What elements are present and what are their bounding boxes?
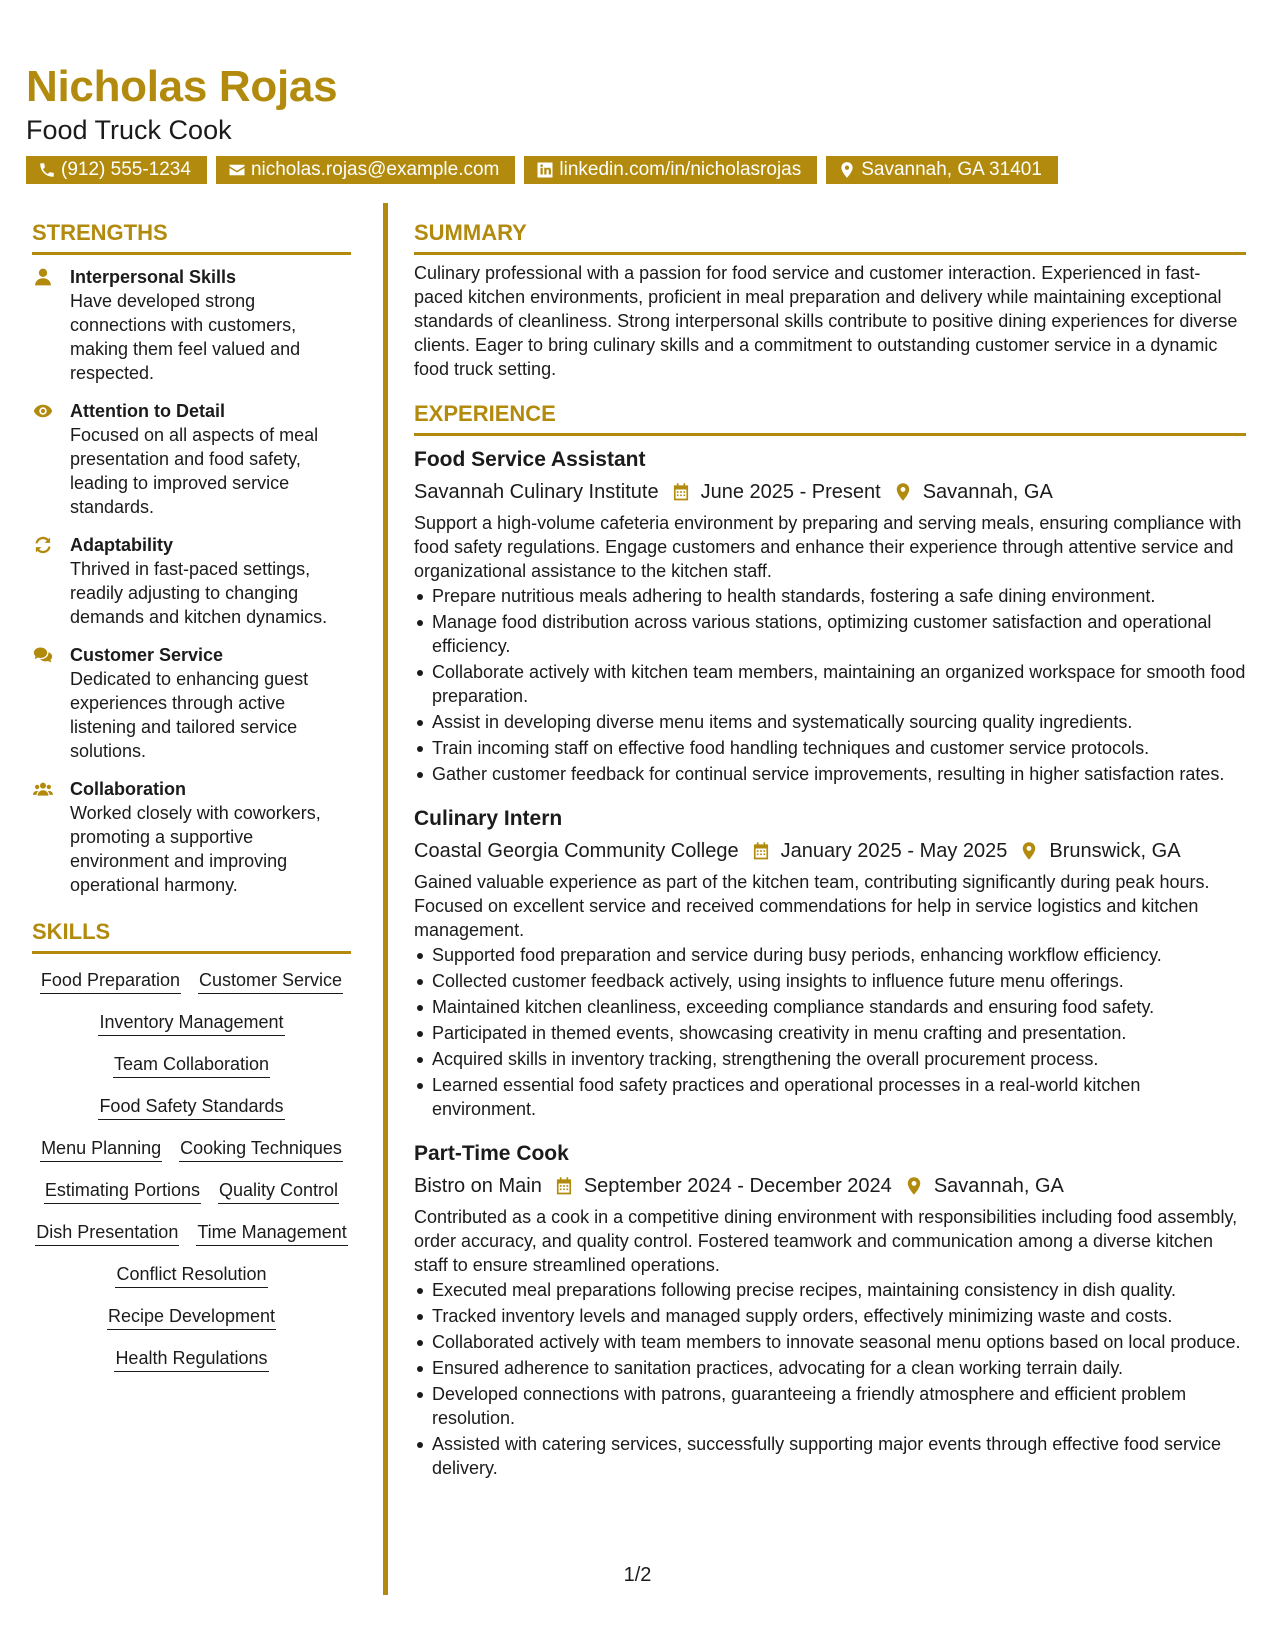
list-item: Collaborated actively with team members to innovate seasonal menu options based on local produce. bbox=[414, 1330, 1246, 1354]
strength-desc: Focused on all aspects of meal presentation and food safety, leading to improved service standards. bbox=[70, 425, 319, 517]
job-bullets bbox=[414, 584, 1246, 786]
strength-desc: Dedicated to enhancing guest experiences through active listening and tailored service solutions. bbox=[70, 669, 309, 761]
phone-icon bbox=[38, 161, 56, 179]
job-entry bbox=[414, 445, 1246, 786]
comments-icon bbox=[32, 645, 54, 665]
strength-item bbox=[32, 643, 351, 763]
job-dates: June 2025 - Present bbox=[700, 481, 881, 503]
resume-header bbox=[26, 62, 1256, 184]
strength-item bbox=[32, 777, 351, 897]
summary-heading: SUMMARY bbox=[414, 212, 1246, 255]
sync-icon bbox=[32, 535, 54, 555]
contact-email[interactable] bbox=[216, 156, 515, 184]
list-item: Gather customer feedback for continual service improvements, resulting in higher satisfaction rates. bbox=[414, 762, 1246, 786]
job-company: Bistro on Main bbox=[414, 1175, 542, 1197]
location-pin-icon bbox=[1019, 841, 1039, 861]
job-location: Brunswick, GA bbox=[1049, 840, 1181, 862]
job-meta bbox=[414, 836, 1246, 866]
contact-email-text: nicholas.rojas@example.com bbox=[250, 159, 500, 180]
skills-list bbox=[32, 967, 351, 1372]
column-divider bbox=[383, 203, 388, 1595]
job-title: Culinary Intern bbox=[414, 807, 563, 830]
envelope-icon bbox=[228, 161, 246, 179]
strength-title: Interpersonal Skills bbox=[70, 267, 237, 287]
skill-tag: Team Collaboration bbox=[113, 1051, 270, 1078]
contact-phone-text: (912) 555-1234 bbox=[61, 159, 191, 180]
list-item: Manage food distribution across various stations, optimizing customer satisfaction and operational efficiency. bbox=[414, 610, 1246, 658]
strength-title: Collaboration bbox=[70, 779, 186, 799]
skill-tag: Food Safety Standards bbox=[98, 1093, 284, 1120]
calendar-icon bbox=[751, 841, 771, 861]
strength-item bbox=[32, 265, 351, 385]
experience-heading: EXPERIENCE bbox=[414, 393, 1246, 436]
location-pin-icon bbox=[838, 161, 856, 179]
skill-tag: Dish Presentation bbox=[35, 1219, 179, 1246]
calendar-icon bbox=[671, 482, 691, 502]
strength-desc: Worked closely with coworkers, promoting a supportive environment and improving operational harmony. bbox=[70, 803, 321, 895]
strength-title: Attention to Detail bbox=[70, 401, 225, 421]
list-item: Train incoming staff on effective food handling techniques and customer service protocols. bbox=[414, 736, 1246, 760]
strength-item bbox=[32, 399, 351, 519]
right-column bbox=[414, 212, 1246, 1482]
job-description: Support a high-volume cafeteria environment by preparing and serving meals, ensuring compliance with food safety regulations. Engage customers and enhance their experience through attentive service and organizational assistance to the kitchen staff. bbox=[414, 513, 1242, 581]
skills-heading: SKILLS bbox=[32, 911, 351, 954]
experience-section bbox=[414, 393, 1246, 1480]
strength-item bbox=[32, 533, 351, 629]
list-item: Supported food preparation and service during busy periods, enhancing workflow efficiency. bbox=[414, 943, 1246, 967]
list-item: Executed meal preparations following precise recipes, maintaining consistency in dish quality. bbox=[414, 1278, 1246, 1302]
calendar-icon bbox=[554, 1176, 574, 1196]
contact-linkedin[interactable] bbox=[524, 156, 817, 184]
eye-icon bbox=[32, 401, 54, 421]
strength-title: Customer Service bbox=[70, 645, 224, 665]
job-meta bbox=[414, 1171, 1246, 1201]
job-company: Savannah Culinary Institute bbox=[414, 481, 659, 503]
job-description: Contributed as a cook in a competitive dining environment with responsibilities including food assembly, order accuracy, and quality control. Fostered teamwork and communication among a diverse kitchen staff to ensure streamlined operations. bbox=[414, 1207, 1238, 1275]
list-item: Tracked inventory levels and managed supply orders, effectively minimizing waste and costs. bbox=[414, 1304, 1246, 1328]
list-item: Collaborate actively with kitchen team members, maintaining an organized workspace for smooth food preparation. bbox=[414, 660, 1246, 708]
skill-tag: Estimating Portions bbox=[44, 1177, 201, 1204]
candidate-name: Nicholas Rojas bbox=[26, 62, 338, 111]
location-pin-icon bbox=[904, 1176, 924, 1196]
strengths-list bbox=[32, 265, 351, 897]
skill-tag: Conflict Resolution bbox=[115, 1261, 267, 1288]
summary-text: Culinary professional with a passion for food service and customer interaction. Experienced in fast-paced kitchen environments, proficient in meal preparation and delivery while maintaining exceptional standards of cleanliness. Strong interpersonal skills contribute to positive dining experiences for diverse clients. Eager to bring culinary skills and a commitment to outstanding customer service in a dynamic food truck setting. bbox=[414, 263, 1238, 379]
job-entry bbox=[414, 804, 1246, 1121]
user-icon bbox=[32, 267, 54, 287]
skill-tag: Recipe Development bbox=[107, 1303, 276, 1330]
job-location: Savannah, GA bbox=[922, 481, 1053, 503]
skill-tag: Quality Control bbox=[218, 1177, 339, 1204]
contact-phone[interactable] bbox=[26, 156, 207, 184]
page-number: 1/2 bbox=[623, 1564, 652, 1586]
list-item: Acquired skills in inventory tracking, strengthening the overall procurement process. bbox=[414, 1047, 1246, 1071]
job-company: Coastal Georgia Community College bbox=[414, 840, 739, 862]
job-bullets bbox=[414, 1278, 1246, 1480]
job-description: Gained valuable experience as part of the kitchen team, contributing significantly during peak hours. Focused on excellent service and received commendations for help in service logistics and kitchen management. bbox=[414, 872, 1210, 940]
linkedin-icon bbox=[536, 161, 554, 179]
list-item: Learned essential food safety practices and operational processes in a real-world kitchen environment. bbox=[414, 1073, 1246, 1121]
skill-tag: Menu Planning bbox=[40, 1135, 162, 1162]
strength-desc: Have developed strong connections with customers, making them feel valued and respected. bbox=[70, 291, 301, 383]
skill-tag: Customer Service bbox=[198, 967, 343, 994]
list-item: Prepare nutritious meals adhering to health standards, fostering a safe dining environment. bbox=[414, 584, 1246, 608]
job-location: Savannah, GA bbox=[933, 1175, 1064, 1197]
skill-tag: Inventory Management bbox=[98, 1009, 284, 1036]
list-item: Ensured adherence to sanitation practices, advocating for a clean working terrain daily. bbox=[414, 1356, 1246, 1380]
skill-tag: Food Preparation bbox=[40, 967, 181, 994]
location-pin-icon bbox=[893, 482, 913, 502]
left-column bbox=[32, 212, 351, 1372]
job-bullets bbox=[414, 943, 1246, 1121]
contact-location bbox=[826, 156, 1058, 184]
list-item: Assist in developing diverse menu items and systematically sourcing quality ingredients. bbox=[414, 710, 1246, 734]
list-item: Assisted with catering services, successfully supporting major events through effective food service delivery. bbox=[414, 1432, 1246, 1480]
contact-location-text: Savannah, GA 31401 bbox=[861, 159, 1042, 180]
list-item: Participated in themed events, showcasing creativity in menu crafting and presentation. bbox=[414, 1021, 1246, 1045]
list-item: Maintained kitchen cleanliness, exceeding compliance standards and ensuring food safety. bbox=[414, 995, 1246, 1019]
job-dates: January 2025 - May 2025 bbox=[780, 840, 1008, 862]
contact-bar bbox=[26, 156, 1256, 184]
job-entry bbox=[414, 1139, 1246, 1480]
users-icon bbox=[32, 779, 54, 799]
list-item: Developed connections with patrons, guaranteeing a friendly atmosphere and efficient problem resolution. bbox=[414, 1382, 1246, 1430]
strength-desc: Thrived in fast-paced settings, readily adjusting to changing demands and kitchen dynamics. bbox=[70, 559, 328, 627]
skill-tag: Time Management bbox=[196, 1219, 347, 1246]
skill-tag: Health Regulations bbox=[114, 1345, 268, 1372]
job-title: Part-Time Cook bbox=[414, 1142, 569, 1165]
job-title: Food Service Assistant bbox=[414, 448, 646, 471]
job-meta bbox=[414, 477, 1246, 507]
skill-tag: Cooking Techniques bbox=[179, 1135, 343, 1162]
strengths-heading: STRENGTHS bbox=[32, 212, 351, 255]
strength-title: Adaptability bbox=[70, 535, 174, 555]
list-item: Collected customer feedback actively, using insights to influence future menu offerings. bbox=[414, 969, 1246, 993]
contact-linkedin-text: linkedin.com/in/nicholasrojas bbox=[559, 159, 802, 180]
job-dates: September 2024 - December 2024 bbox=[583, 1175, 892, 1197]
candidate-title: Food Truck Cook bbox=[26, 115, 232, 145]
